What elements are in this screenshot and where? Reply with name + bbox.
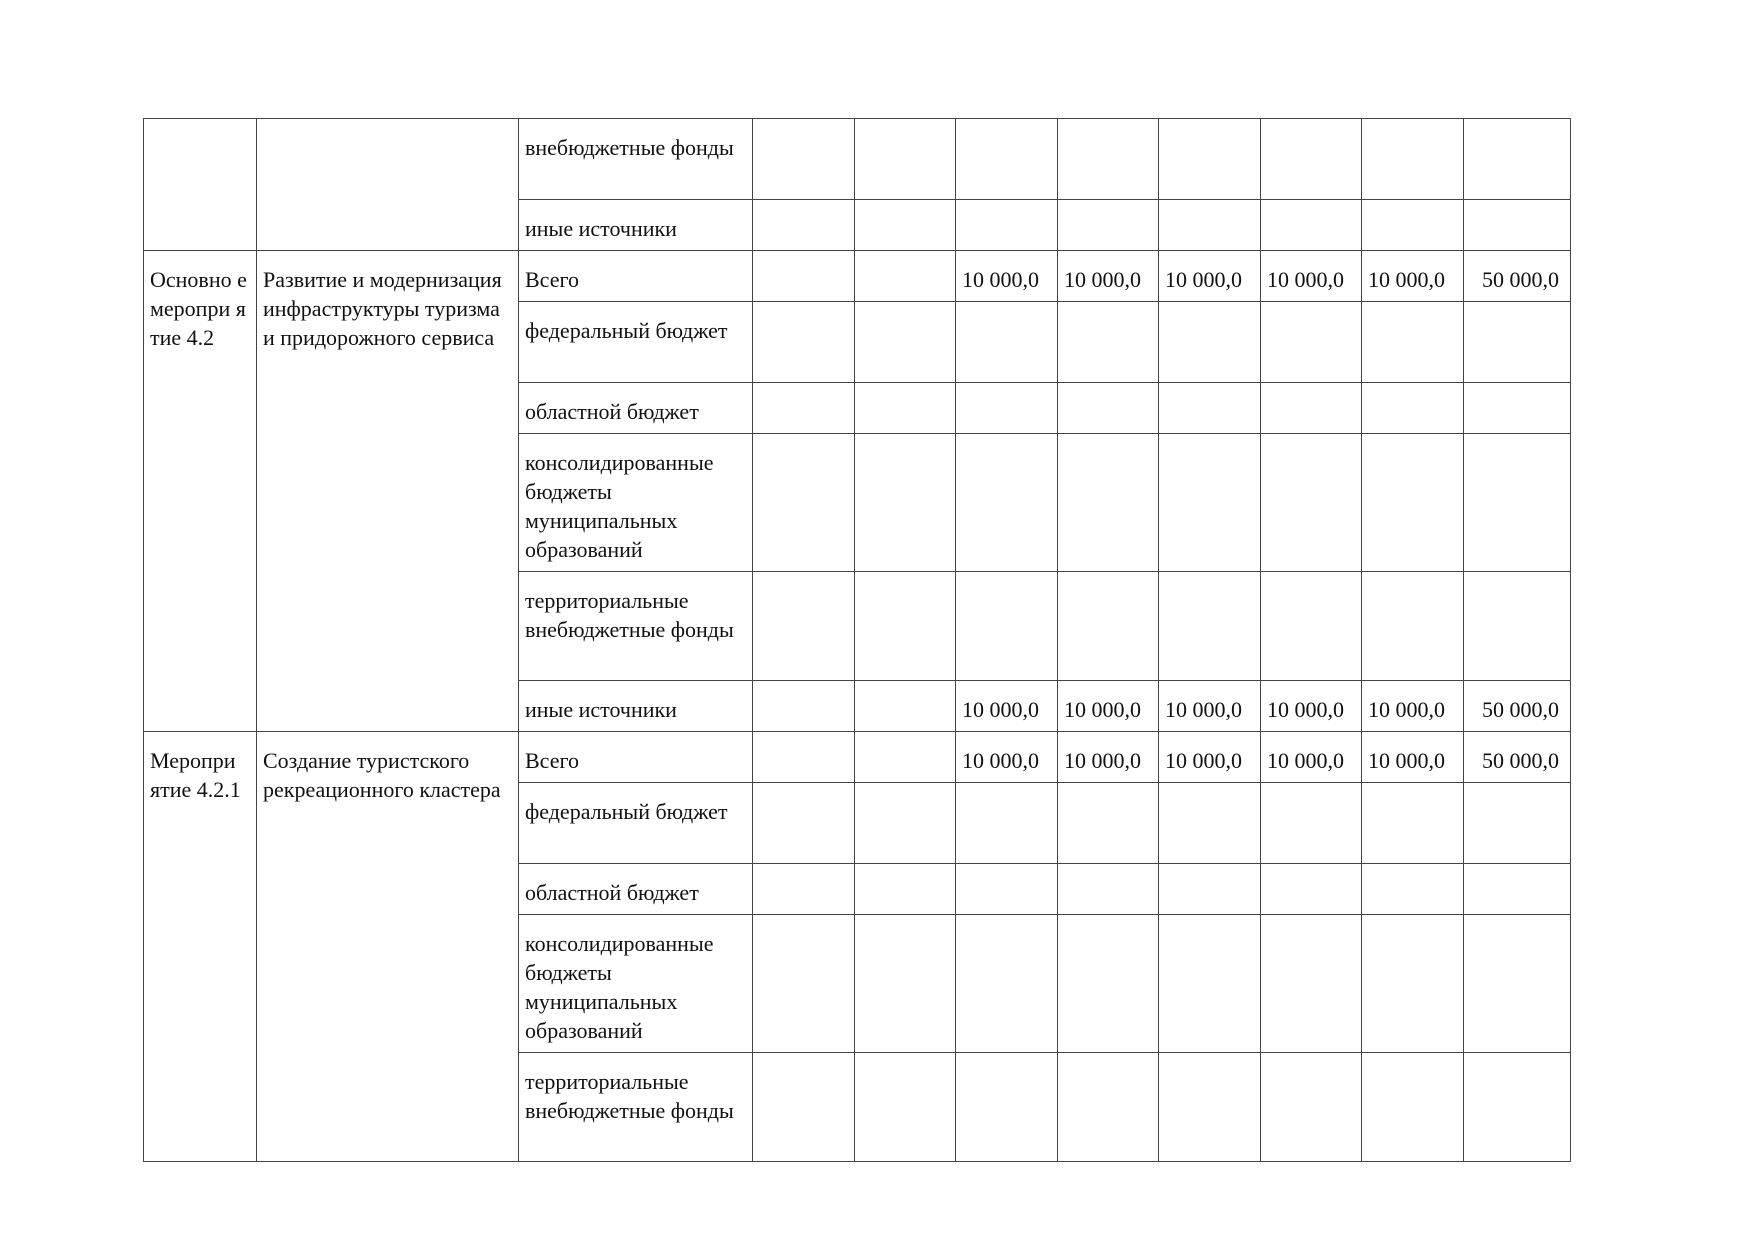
table-row xyxy=(144,119,1571,200)
empty-cell xyxy=(1058,915,1159,1053)
value-cell: 10 000,0 xyxy=(1362,681,1464,732)
source-regional-label: областной бюджет xyxy=(519,864,753,915)
empty-cell xyxy=(1362,915,1464,1053)
value-cell: 10 000,0 xyxy=(1159,732,1261,783)
table-row xyxy=(144,732,1571,783)
source-consolidated-label: консолидированные бюджеты муниципальных образований xyxy=(519,915,753,1053)
empty-cell xyxy=(1362,783,1464,864)
source-consolidated-label: консолидированные бюджеты муниципальных образований xyxy=(519,434,753,572)
value-cell: 10 000,0 xyxy=(1058,732,1159,783)
table-row xyxy=(144,251,1571,302)
empty-cell xyxy=(753,681,855,732)
empty-cell xyxy=(1261,572,1362,681)
empty-cell xyxy=(1261,119,1362,200)
source-regional-label: областной бюджет xyxy=(519,383,753,434)
value-cell: 10 000,0 xyxy=(956,251,1058,302)
empty-cell xyxy=(956,915,1058,1053)
empty-cell xyxy=(1464,434,1571,572)
empty-cell xyxy=(956,434,1058,572)
empty-cell xyxy=(1261,915,1362,1053)
value-cell: 10 000,0 xyxy=(1058,681,1159,732)
empty-cell xyxy=(1261,434,1362,572)
empty-cell xyxy=(1159,1053,1261,1162)
empty-cell xyxy=(1159,864,1261,915)
empty-cell xyxy=(1464,119,1571,200)
empty-cell xyxy=(1159,915,1261,1053)
empty-cell xyxy=(1058,302,1159,383)
empty-cell xyxy=(855,864,956,915)
empty-cell xyxy=(1464,572,1571,681)
empty-cell xyxy=(1159,572,1261,681)
empty-cell xyxy=(1362,572,1464,681)
empty-cell xyxy=(1159,434,1261,572)
empty-cell xyxy=(855,383,956,434)
value-cell: 10 000,0 xyxy=(1362,732,1464,783)
empty-cell xyxy=(753,1053,855,1162)
empty-cell xyxy=(753,732,855,783)
empty-cell xyxy=(753,915,855,1053)
budget-table xyxy=(143,118,1571,1162)
empty-cell xyxy=(753,864,855,915)
empty-cell xyxy=(753,251,855,302)
source-total-label: Всего xyxy=(519,732,753,783)
value-cell: 10 000,0 xyxy=(1058,251,1159,302)
empty-cell xyxy=(1159,200,1261,251)
empty-cell xyxy=(1261,302,1362,383)
sum-cell: 50 000,0 xyxy=(1464,251,1571,302)
activity-name-cell xyxy=(257,119,519,251)
empty-cell xyxy=(956,572,1058,681)
sum-cell: 50 000,0 xyxy=(1464,681,1571,732)
activity-code-cell: Меропри ятие 4.2.1 xyxy=(144,732,257,1162)
empty-cell xyxy=(753,572,855,681)
empty-cell xyxy=(1058,119,1159,200)
empty-cell xyxy=(1159,383,1261,434)
empty-cell xyxy=(1159,119,1261,200)
source-funds-label: территориальные внебюджетные фонды xyxy=(519,1053,753,1162)
empty-cell xyxy=(1058,864,1159,915)
empty-cell xyxy=(1159,783,1261,864)
empty-cell xyxy=(1362,434,1464,572)
empty-cell xyxy=(1261,783,1362,864)
empty-cell xyxy=(1464,302,1571,383)
empty-cell xyxy=(956,302,1058,383)
empty-cell xyxy=(855,200,956,251)
empty-cell xyxy=(1261,1053,1362,1162)
empty-cell xyxy=(855,732,956,783)
source-funds-label: территориальные внебюджетные фонды xyxy=(519,572,753,681)
empty-cell xyxy=(1464,864,1571,915)
empty-cell xyxy=(855,251,956,302)
empty-cell xyxy=(1261,864,1362,915)
empty-cell xyxy=(1362,119,1464,200)
empty-cell xyxy=(1362,1053,1464,1162)
empty-cell xyxy=(1362,200,1464,251)
empty-cell xyxy=(753,302,855,383)
value-cell: 10 000,0 xyxy=(1261,732,1362,783)
empty-cell xyxy=(855,1053,956,1162)
source-funds-label: внебюджетные фонды xyxy=(519,119,753,200)
empty-cell xyxy=(1464,1053,1571,1162)
sum-cell: 50 000,0 xyxy=(1464,732,1571,783)
empty-cell xyxy=(1058,434,1159,572)
empty-cell xyxy=(1261,200,1362,251)
activity-name-cell: Создание туристского рекреационного кластера xyxy=(257,732,519,1162)
empty-cell xyxy=(1464,383,1571,434)
empty-cell xyxy=(753,783,855,864)
empty-cell xyxy=(1058,1053,1159,1162)
value-cell: 10 000,0 xyxy=(956,732,1058,783)
empty-cell xyxy=(1362,383,1464,434)
empty-cell xyxy=(956,783,1058,864)
empty-cell xyxy=(855,783,956,864)
value-cell: 10 000,0 xyxy=(1261,681,1362,732)
empty-cell xyxy=(1261,383,1362,434)
value-cell: 10 000,0 xyxy=(956,681,1058,732)
empty-cell xyxy=(855,434,956,572)
source-other-label: иные источники xyxy=(519,681,753,732)
empty-cell xyxy=(753,200,855,251)
source-total-label: Всего xyxy=(519,251,753,302)
empty-cell xyxy=(956,200,1058,251)
empty-cell xyxy=(1058,200,1159,251)
empty-cell xyxy=(1362,302,1464,383)
activity-code-cell xyxy=(144,119,257,251)
empty-cell xyxy=(956,119,1058,200)
empty-cell xyxy=(1464,783,1571,864)
empty-cell xyxy=(1464,200,1571,251)
empty-cell xyxy=(956,1053,1058,1162)
empty-cell xyxy=(1464,915,1571,1053)
source-other-label: иные источники xyxy=(519,200,753,251)
empty-cell xyxy=(1362,864,1464,915)
activity-name-cell: Развитие и модернизация инфраструктуры туризма и придорожного сервиса xyxy=(257,251,519,732)
activity-code-cell: Основно е меропри ятие 4.2 xyxy=(144,251,257,732)
value-cell: 10 000,0 xyxy=(1159,681,1261,732)
empty-cell xyxy=(855,572,956,681)
empty-cell xyxy=(956,864,1058,915)
value-cell: 10 000,0 xyxy=(1362,251,1464,302)
value-cell: 10 000,0 xyxy=(1159,251,1261,302)
value-cell: 10 000,0 xyxy=(1261,251,1362,302)
empty-cell xyxy=(956,383,1058,434)
empty-cell xyxy=(1058,572,1159,681)
empty-cell xyxy=(855,681,956,732)
source-federal-label: федеральный бюджет xyxy=(519,783,753,864)
empty-cell xyxy=(1159,302,1261,383)
empty-cell xyxy=(753,119,855,200)
empty-cell xyxy=(753,434,855,572)
empty-cell xyxy=(753,383,855,434)
empty-cell xyxy=(855,119,956,200)
empty-cell xyxy=(855,915,956,1053)
empty-cell xyxy=(855,302,956,383)
empty-cell xyxy=(1058,383,1159,434)
empty-cell xyxy=(1058,783,1159,864)
source-federal-label: федеральный бюджет xyxy=(519,302,753,383)
